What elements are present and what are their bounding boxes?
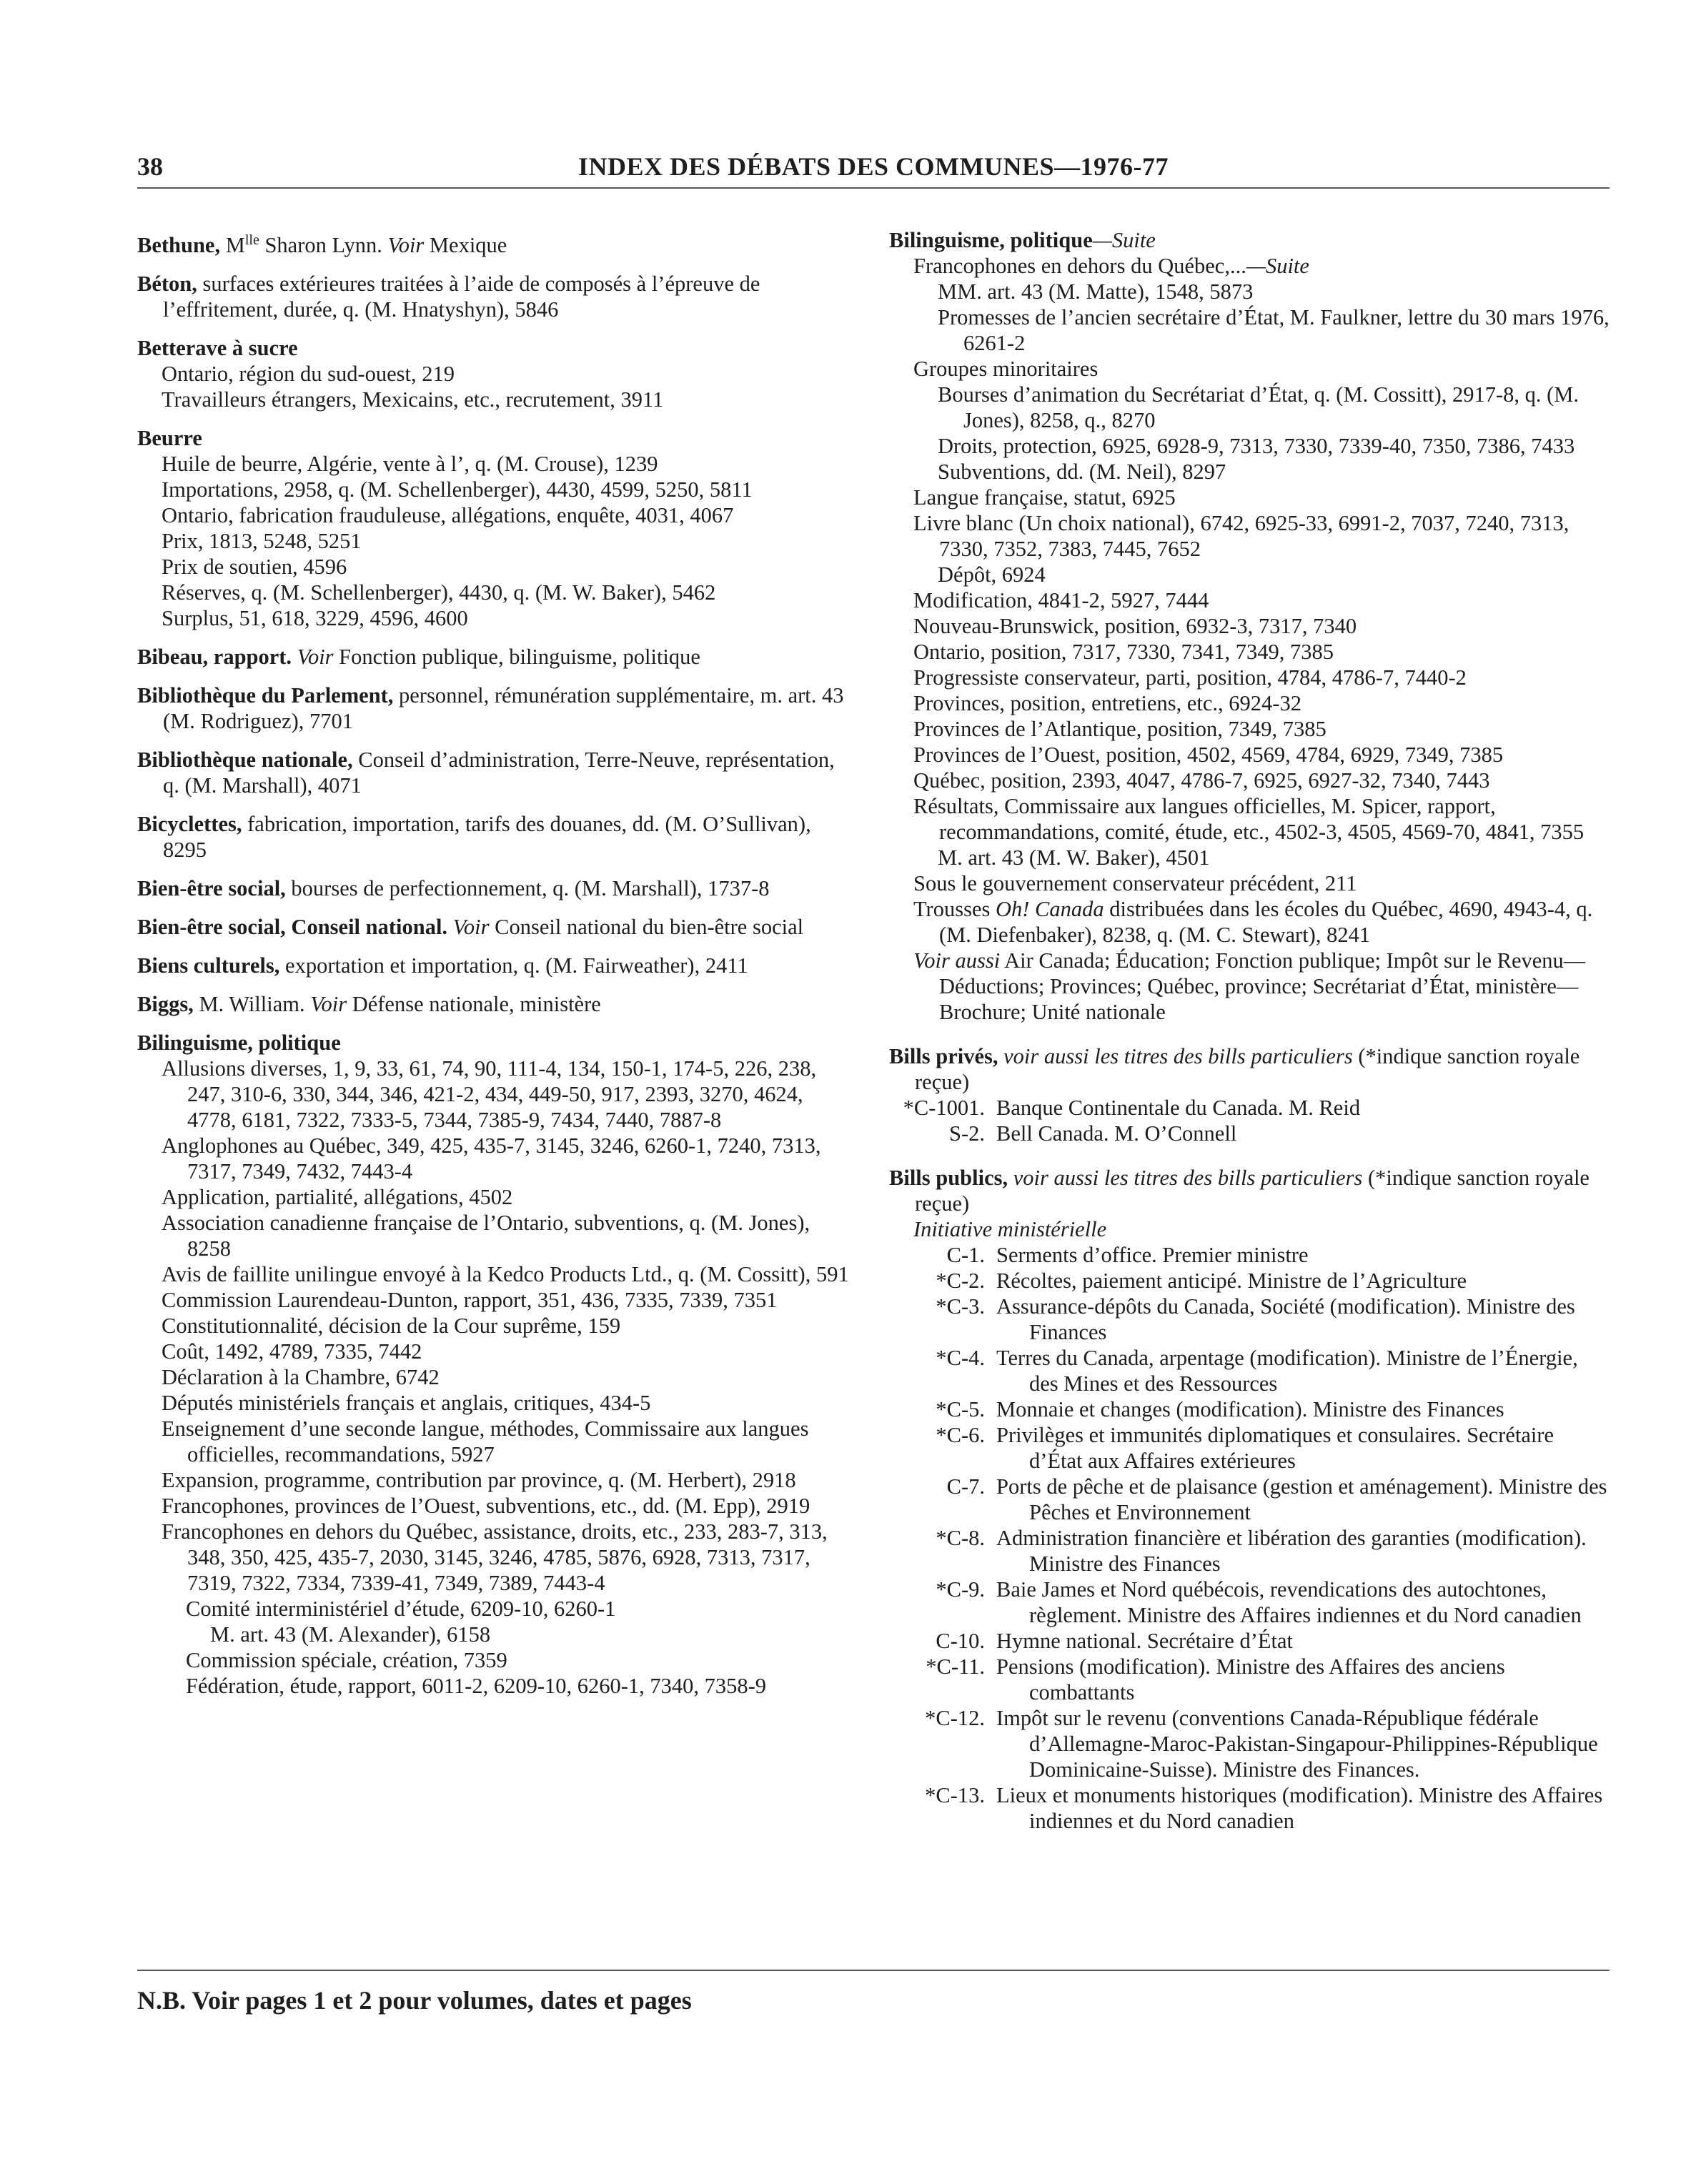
subentry: Travailleurs étrangers, Mexicains, etc., recrutement, 3911: [162, 387, 664, 412]
entry-heading: Beurre: [137, 426, 202, 451]
subentry-list: [889, 279, 1611, 896]
page-title: INDEX DES DÉBATS DES COMMUNES—1976-77: [578, 152, 1169, 181]
subentry-list: [137, 1056, 852, 1699]
entry-text: (*indique sanction royale reçue): [915, 1044, 1580, 1094]
entry-text: Sharon Lynn.: [259, 233, 388, 258]
header-rule: [137, 187, 1610, 189]
bill-title: Récoltes, paiement anticipé. Ministre de l’Agriculture: [996, 1269, 1467, 1293]
cross-reference: Mexique: [424, 233, 507, 258]
bill-item: [889, 1782, 1611, 1834]
suite-label: —Suite: [1092, 228, 1156, 252]
bill-code: C-1.: [946, 1243, 985, 1267]
entry-heading: Bills publics,: [889, 1166, 1008, 1190]
footer-rule: [137, 1970, 1610, 1971]
bill-code: C-7.: [946, 1474, 985, 1499]
subentry: Expansion, programme, contribution par province, q. (M. Herbert), 2918: [162, 1468, 796, 1493]
bill-code: *C-8.: [936, 1526, 985, 1550]
bill-code: *C-12.: [925, 1706, 985, 1730]
bill-title: Banque Continentale du Canada. M. Reid: [996, 1096, 1361, 1120]
bill-item: [889, 1345, 1611, 1396]
entry-beton: [137, 271, 852, 322]
entry-bien-etre-conseil: [137, 914, 852, 940]
bill-code: *C-6.: [936, 1423, 985, 1447]
voir-label: Voir: [310, 992, 347, 1017]
page-number: 38: [137, 152, 163, 181]
subentry: Application, partialité, allégations, 4502: [162, 1185, 513, 1210]
bill-title: Pensions (modification). Ministre des Affaires des anciens combattants: [996, 1654, 1505, 1704]
entry-heading: Bien-être social,: [137, 876, 286, 901]
entry-heading: Béton,: [137, 272, 197, 297]
subentry: Provinces, position, entretiens, etc., 6924-32: [913, 691, 1301, 715]
entry-bills-publics: [889, 1165, 1611, 1834]
entry-beurre: [137, 425, 852, 631]
subentry: Ontario, région du sud-ouest, 219: [162, 362, 455, 387]
subentry: Déclaration à la Chambre, 6742: [162, 1365, 440, 1390]
subentry: Surplus, 51, 618, 3229, 4596, 4600: [162, 606, 468, 631]
entry-heading: Biens culturels,: [137, 953, 280, 978]
bill-code: *C-9.: [936, 1577, 985, 1602]
subentry: Fédération, étude, rapport, 6011-2, 6209-10, 6260-1, 7340, 7358-9: [186, 1674, 767, 1699]
subentry: Allusions diverses, 1, 9, 33, 61, 74, 90, 111-4, 134, 150-1, 174-5, 226, 238, 247, 310-6, 330, 344, 346, 421-2, 434, 449-50, 917, 2393, 3270, 4624, 4778, 6181, 7322, 7333-5, 7344, 7385-9, 7434, 7440, 7887-8: [162, 1056, 817, 1133]
subentry: Modification, 4841-2, 5927, 7444: [913, 588, 1209, 612]
entry-note: voir aussi les titres des bills particuliers: [998, 1044, 1353, 1068]
subentry: Dépôt, 6924: [938, 562, 1046, 587]
bill-code: *C-2.: [936, 1269, 985, 1293]
voir-aussi-label: Voir aussi: [913, 948, 1001, 973]
bill-item: [889, 1121, 1611, 1146]
entry-bethune: [137, 227, 852, 258]
entry-bibeau: [137, 644, 852, 670]
subentry: Provinces de l’Ouest, position, 4502, 4569, 4784, 6929, 7349, 7385: [913, 743, 1504, 767]
entry-heading: Bilinguisme, politique: [137, 1031, 341, 1056]
bill-code: *C-3.: [936, 1294, 985, 1319]
entry-heading: Biggs,: [137, 992, 194, 1017]
entry-text: Conseil d’administration, Terre-Neuve, représentation, q. (M. Marshall), 4071: [163, 748, 835, 798]
bill-title: Privilèges et immunités diplomatiques et consulaires. Secrétaire d’État aux Affaires extérieures: [996, 1423, 1554, 1473]
bill-item: [889, 1268, 1611, 1294]
entry-heading: Betterave à sucre: [137, 336, 298, 361]
bill-item: [889, 1474, 1611, 1525]
subentry: Québec, position, 2393, 4047, 4786-7, 6925, 6927-32, 7340, 7443: [913, 768, 1490, 793]
entry-bicyclettes: [137, 811, 852, 863]
bill-item: [889, 1095, 1611, 1121]
bill-item: [889, 1654, 1611, 1705]
bill-code: S-2.: [949, 1121, 985, 1146]
subentry: Groupes minoritaires: [913, 357, 1099, 381]
subentry: Francophones en dehors du Québec, assistance, droits, etc., 233, 283-7, 313, 348, 350, 425, 435-7, 2030, 3145, 3246, 4785, 5876, 6928, 7313, 7317, 7319, 7322, 7334, 7339-41, 7349, 7389, 7443-4: [162, 1519, 828, 1596]
bill-title: Hymne national. Secrétaire d’État: [996, 1629, 1293, 1653]
voir-label: Voir: [297, 645, 334, 670]
subentry: MM. art. 43 (M. Matte), 1548, 5873: [938, 279, 1254, 304]
entry-bilinguisme-suite: [889, 227, 1611, 1025]
entry-text: surfaces extérieures traitées à l’aide de composés à l’épreuve de l’effritement, durée, q. (M. Hnatyshyn), 5846: [163, 272, 760, 322]
entry-heading: Bibeau, rapport.: [137, 645, 292, 670]
bill-item: [889, 1577, 1611, 1628]
bill-code: *C-5.: [936, 1397, 985, 1421]
cross-reference: Fonction publique, bilinguisme, politique: [333, 645, 700, 670]
bill-item: [889, 1396, 1611, 1422]
initiative-label: Initiative ministérielle: [913, 1217, 1107, 1241]
bill-title: Ports de pêche et de plaisance (gestion et aménagement). Ministre des Pêches et Environnement: [996, 1474, 1607, 1524]
subentry: Anglophones au Québec, 349, 425, 435-7, 3145, 3246, 6260-1, 7240, 7313, 7317, 7349, 7432, 7443-4: [162, 1133, 821, 1184]
entry-text: bourses de perfectionnement, q. (M. Marshall), 1737-8: [285, 876, 770, 901]
bill-list: [889, 1095, 1611, 1146]
subentry: Constitutionnalité, décision de la Cour suprême, 159: [162, 1314, 621, 1339]
bill-code: *C-13.: [925, 1783, 985, 1807]
bill-item: [889, 1525, 1611, 1577]
bill-title: Impôt sur le revenu (conventions Canada-République fédérale d’Allemagne-Maroc-Pakistan-Singapour-Philippines-République Dominicaine-Suisse). Ministre des Finances.: [996, 1706, 1598, 1782]
voir-label: Voir: [452, 915, 490, 940]
entry-text: personnel, rémunération supplémentaire, m. art. 43 (M. Rodriguez), 7701: [163, 683, 844, 734]
entry-text: distribuées dans les écoles du Québec, 4690, 4943-4, q. (M. Diefenbaker), 8238, q. (M. C. Stewart), 8241: [939, 897, 1593, 947]
subentry: Prix de soutien, 4596: [162, 555, 347, 580]
bill-item: [889, 1705, 1611, 1782]
subentry: Réserves, q. (M. Schellenberger), 4430, q. (M. W. Baker), 5462: [162, 580, 716, 605]
cross-reference: Conseil national du bien-être social: [489, 915, 804, 940]
entry-text: fabrication, importation, tarifs des douanes, dd. (M. O’Sullivan), 8295: [163, 812, 811, 863]
subentry-heading: Francophones en dehors du Québec,...: [913, 254, 1246, 278]
subentry: Ontario, fabrication frauduleuse, allégations, enquête, 4031, 4067: [162, 503, 734, 528]
cross-reference: Défense nationale, ministère: [347, 992, 601, 1017]
subentry-trousses: [889, 896, 1611, 948]
entry-bibliotheque-nationale: [137, 747, 852, 798]
bill-item: [889, 1628, 1611, 1654]
entry-heading: Bilinguisme, politique: [889, 228, 1093, 252]
subentry: Coût, 1492, 4789, 7335, 7442: [162, 1339, 422, 1364]
subentry: Langue française, statut, 6925: [913, 485, 1176, 510]
entry-heading: Bicyclettes,: [137, 812, 242, 837]
subentry: Résultats, Commissaire aux langues officielles, M. Spicer, rapport, recommandations, comité, étude, etc., 4502-3, 4505, 4569-70, 4841, 7355: [913, 794, 1585, 844]
subentry: Subventions, dd. (M. Neil), 8297: [938, 460, 1226, 484]
subentry: Commission spéciale, création, 7359: [186, 1648, 507, 1673]
bill-code: C-10.: [936, 1629, 985, 1653]
bill-title: Monnaie et changes (modification). Ministre des Finances: [996, 1397, 1504, 1421]
voir-label: Voir: [387, 233, 425, 258]
subentry: Importations, 2958, q. (M. Schellenberger), 4430, 4599, 5250, 5811: [162, 477, 753, 502]
subentry: Commission Laurendeau-Dunton, rapport, 351, 436, 7335, 7339, 7351: [162, 1288, 778, 1313]
subentry: Provinces de l’Atlantique, position, 7349, 7385: [913, 717, 1326, 741]
subentry: Ontario, position, 7317, 7330, 7341, 7349, 7385: [913, 640, 1334, 664]
bill-title: Assurance-dépôts du Canada, Société (modification). Ministre des Finances: [996, 1294, 1575, 1344]
italic-title: Oh! Canada: [996, 897, 1104, 921]
entry-bills-prives: [889, 1043, 1611, 1146]
bill-title: Administration financière et libération des garanties (modification). Ministre des Finances: [996, 1526, 1587, 1576]
bill-title: Lieux et monuments historiques (modification). Ministre des Affaires indiennes et du Nord canadien: [996, 1783, 1603, 1833]
subentry: Bourses d’animation du Secrétariat d’État, q. (M. Cossitt), 2917-8, q. (M. Jones), 8258, q., 8270: [938, 382, 1580, 432]
voir-aussi: [889, 948, 1611, 1025]
entry-bilinguisme: [137, 1030, 852, 1699]
left-column: [137, 227, 852, 1712]
bill-item: [889, 1294, 1611, 1345]
cross-reference: Air Canada; Éducation; Fonction publique; Impôt sur le Revenu—Déductions; Provinces; Québec, province; Secrétariat d’État, ministère—Brochure; Unité nationale: [939, 948, 1586, 1024]
bill-code: *C-4.: [936, 1346, 985, 1370]
bill-title: Baie James et Nord québécois, revendications des autochtones, règlement. Ministre des Affaires indiennes et du Nord canadien: [996, 1577, 1582, 1627]
subentry: Avis de faillite unilingue envoyé à la Kedco Products Ltd., q. (M. Cossitt), 591: [162, 1262, 849, 1287]
entry-note: voir aussi les titres des bills particuliers: [1008, 1166, 1363, 1190]
entry-heading: Bibliothèque nationale,: [137, 748, 353, 773]
entry-heading: Bills privés,: [889, 1044, 998, 1068]
entry-heading: Bethune,: [137, 233, 221, 258]
subentry: Nouveau-Brunswick, position, 6932-3, 7317, 7340: [913, 614, 1357, 638]
subentry: Francophones, provinces de l’Ouest, subventions, etc., dd. (M. Epp), 2919: [162, 1494, 810, 1519]
entry-heading: Bien-être social, Conseil national.: [137, 915, 448, 940]
bill-item: [889, 1422, 1611, 1474]
entry-biens-culturels: [137, 953, 852, 978]
subentry: Prix, 1813, 5248, 5251: [162, 529, 362, 554]
bill-list: [889, 1242, 1611, 1834]
page-header: [137, 152, 1610, 189]
subentry: M. art. 43 (M. Alexander), 6158: [210, 1622, 491, 1647]
superscript: lle: [244, 232, 259, 248]
entry-text: M: [225, 233, 245, 258]
bill-title: Terres du Canada, arpentage (modification). Ministre de l’Énergie, des Mines et des Ressources: [996, 1346, 1578, 1396]
suite-label: —Suite: [1246, 254, 1309, 278]
subentry: Enseignement d’une seconde langue, méthodes, Commissaire aux langues officielles, recommandations, 5927: [162, 1416, 809, 1467]
subentry: Droits, protection, 6925, 6928-9, 7313, 7330, 7339-40, 7350, 7386, 7433: [938, 434, 1575, 458]
subentry: Association canadienne française de l’Ontario, subventions, q. (M. Jones), 8258: [162, 1211, 810, 1261]
subentry: Députés ministériels français et anglais, critiques, 434-5: [162, 1391, 651, 1416]
subentry: Livre blanc (Un choix national), 6742, 6925-33, 6991-2, 7037, 7240, 7313, 7330, 7352, 7383, 7445, 7652: [913, 511, 1569, 561]
bill-code: *C-1001.: [903, 1096, 985, 1120]
entry-text: exportation et importation, q. (M. Fairweather), 2411: [279, 953, 748, 978]
footer-note: N.B. Voir pages 1 et 2 pour volumes, dates et pages: [137, 1986, 692, 2015]
subentry: Progressiste conservateur, parti, position, 4784, 4786-7, 7440-2: [913, 665, 1467, 690]
entry-heading: Bibliothèque du Parlement,: [137, 683, 394, 708]
bill-item: [889, 1242, 1611, 1268]
entry-bibliotheque-parlement: [137, 682, 852, 734]
subentry: M. art. 43 (M. W. Baker), 4501: [938, 845, 1210, 870]
subentry: Huile de beurre, Algérie, vente à l’, q. (M. Crouse), 1239: [162, 452, 658, 477]
entry-biggs: [137, 991, 852, 1017]
entry-bien-etre-social: [137, 875, 852, 901]
bill-title: Serments d’office. Premier ministre: [996, 1243, 1309, 1267]
right-column: [889, 227, 1611, 1847]
bill-code: *C-11.: [926, 1654, 985, 1679]
bill-title: Bell Canada. M. O’Connell: [996, 1121, 1237, 1146]
subentry: Comité interministériel d’étude, 6209-10, 6260-1: [186, 1597, 616, 1622]
subentry: Promesses de l’ancien secrétaire d’État, M. Faulkner, lettre du 30 mars 1976, 6261-2: [938, 305, 1610, 355]
entry-text: (*indique sanction royale reçue): [915, 1166, 1590, 1216]
subentry: Sous le gouvernement conservateur précédent, 211: [913, 871, 1357, 895]
entry-text: M. William.: [193, 992, 311, 1017]
entry-betterave: [137, 335, 852, 412]
entry-text: Trousses: [913, 897, 996, 921]
